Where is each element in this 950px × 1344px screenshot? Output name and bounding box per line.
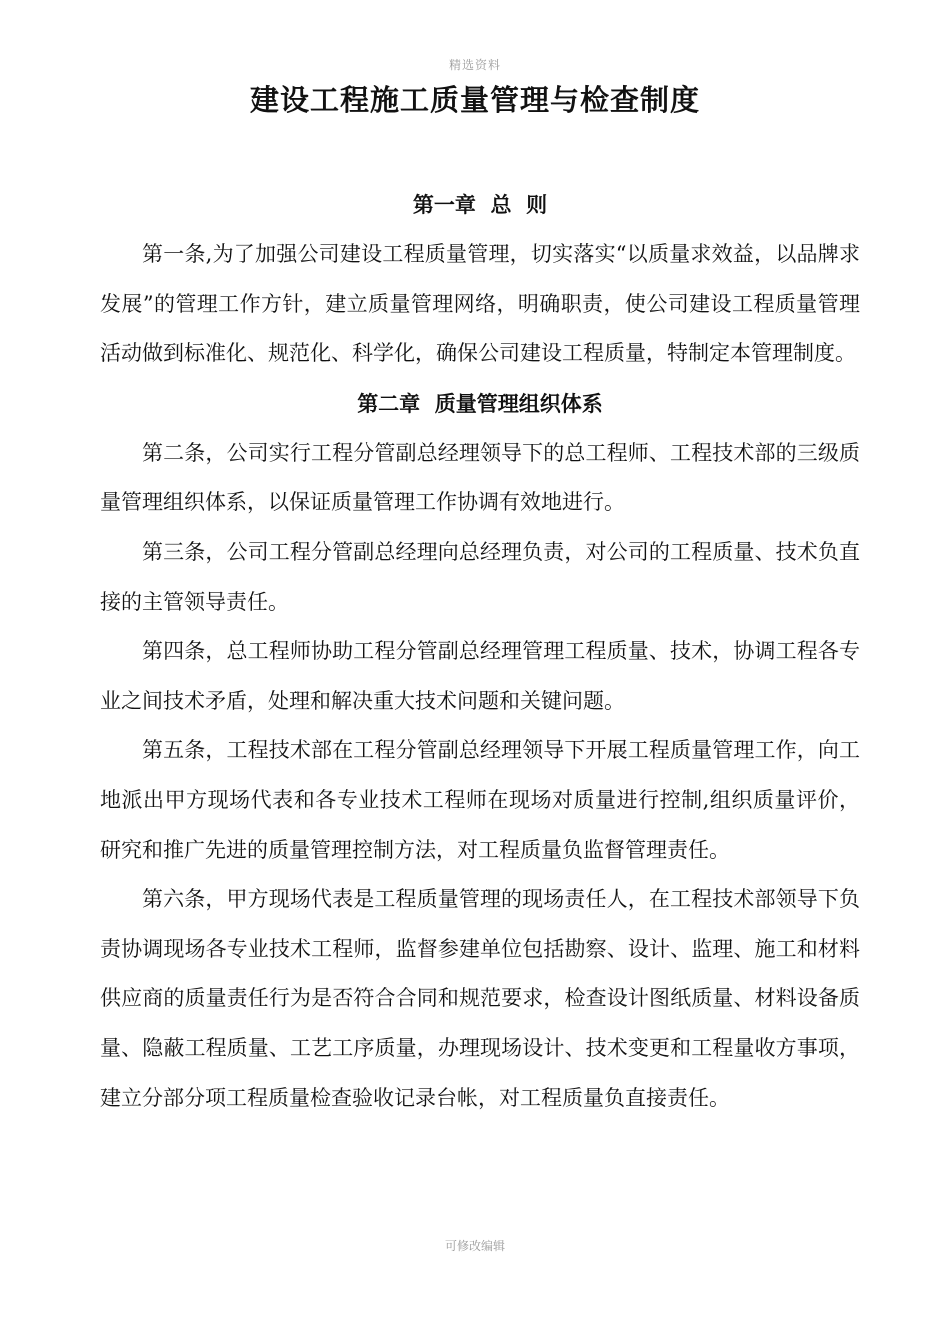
article-1: 第一条,为了加强公司建设工程质量管理，切实落实“以质量求效益，以品牌求发展”的管理工作方针，建立质量管理网络，明确职责，使公司建设工程质量管理活动做到标准化、规范化、科学化，确保公司建设工程质量，特制定本管理制度。 (100, 242, 860, 366)
article-4: 第四条，总工程师协助工程分管副总经理管理工程质量、技术，协调工程各专业之间技术矛盾，处理和解决重大技术问题和关键问题。 (100, 639, 860, 713)
chapter-2-heading: 第二章 质量管理组织体系 (357, 390, 603, 416)
document-body (100, 180, 860, 1123)
footer-watermark: 可修改编辑 (444, 1239, 505, 1253)
chapter-1-heading: 第一章 总 则 (412, 192, 548, 217)
article-2: 第二条，公司实行工程分管副总经理领导下的总工程师、工程技术部的三级质量管理组织体系，以保证质量管理工作协调有效地进行。 (100, 440, 860, 515)
article-3: 第三条，公司工程分管副总经理向总经理负责，对公司的工程质量、技术负直接的主管领导责任。 (100, 539, 860, 614)
document-title: 建设工程施工质量管理与检查制度 (249, 83, 700, 117)
article-5: 第五条，工程技术部在工程分管副总经理领导下开展工程质量管理工作，向工地派出甲方现场代表和各专业技术工程师在现场对质量进行控制,组织质量评价，研究和推广先进的质量管理控制方法，对工程质量负监督管理责任。 (100, 738, 860, 862)
article-6: 第六条，甲方现场代表是工程质量管理的现场责任人，在工程技术部领导下负责协调现场各专业技术工程师，监督参建单位包括勘察、设计、监理、施工和材料供应商的质量责任行为是否符合合同和规范要求，检查设计图纸质量、材料设备质量、隐蔽工程质量、工艺工序质量，办理现场设计、技术变更和工程量收方事项，建立分部分项工程质量检查验收记录台帐，对工程质量负直接责任。 (100, 887, 860, 1110)
header-watermark: 精选资料 (448, 58, 501, 72)
